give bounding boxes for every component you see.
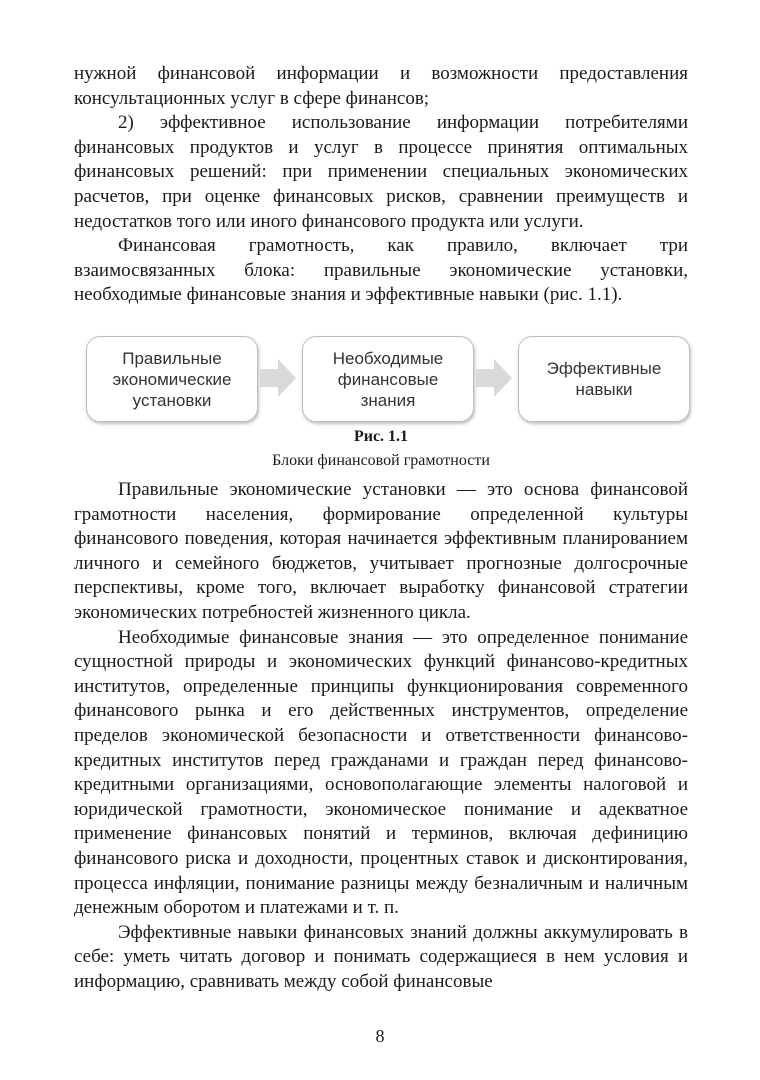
figure-title: Блоки финансовой грамотности (272, 452, 490, 469)
diagram-box-attitudes (86, 336, 258, 422)
diagram-box-label: Правильные экономические установки (112, 348, 232, 410)
paragraph-item-2: 2) эффективное использование информации потребителями финансовых продуктов и услуг в процессе принятия оптимальных финансовых решений: при применении специальных экономических расчетов, при оценке финансовых рисков, сравнении преимуществ и недостатков того или иного финансового продукта или услуги. (74, 112, 688, 232)
figure-number: Рис. 1.1 (353, 428, 409, 445)
diagram-box-label: Эффективные навыки (546, 359, 662, 399)
financial-literacy-diagram (86, 336, 688, 422)
paragraph-knowledge: Необходимые финансовые знания — это определенное понимание сущностной природы и экономических функций финансово-кредитных институтов, определенные принципы функционирования современного финансового рынка и его действенных инструментов, определение пределов экономической безопасности и ответственности финансово-кредитных институтов перед гражданами и граждан перед финансово-кредитными организациями, основополагающие элементы налоговой и юридической грамотности, экономическое понимание и адекватное применение финансовых понятий и терминов, включая дефиницию финансового риска и доходности, процентных ставок и дисконтирования, процесса инфляции, понимание разницы между безналичным и наличным денежным оборотом и платежами и т. п. (74, 626, 688, 919)
diagram-box-skills (518, 336, 690, 422)
bottom-text-block (74, 478, 688, 994)
right-arrow-icon (476, 359, 512, 397)
paragraph-continuation: нужной финансовой информации и возможности предоставления консультационных услуг в сфере финансов; (74, 63, 688, 109)
top-text-block (74, 62, 688, 308)
diagram-box-knowledge (302, 336, 474, 422)
page-number: 8 (375, 1026, 385, 1046)
paragraph-skills: Эффективные навыки финансовых знаний должны аккумулировать в себе: уметь читать договор и понимать содержащиеся в нем условия и информацию, сравнивать между собой финансовые (74, 921, 688, 992)
right-arrow-icon (260, 359, 296, 397)
diagram-box-label: Необходимые финансовые знания (332, 348, 444, 410)
paragraph-attitudes: Правильные экономические установки — это основа финансовой грамотности населения, формирование определенной культуры финансового поведения, которая начинается эффективным планированием личного и семейного бюджетов, учитывает прогнозные долгосрочные перспективы, кроме того, включает выработку финансовой стратегии экономических потребностей жизненного цикла. (74, 479, 688, 623)
paragraph-intro-blocks: Финансовая грамотность, как правило, включает три взаимосвязанных блока: правильные экономические установки, необходимые финансовые знания и эффективные навыки (рис. 1.1). (74, 235, 688, 306)
